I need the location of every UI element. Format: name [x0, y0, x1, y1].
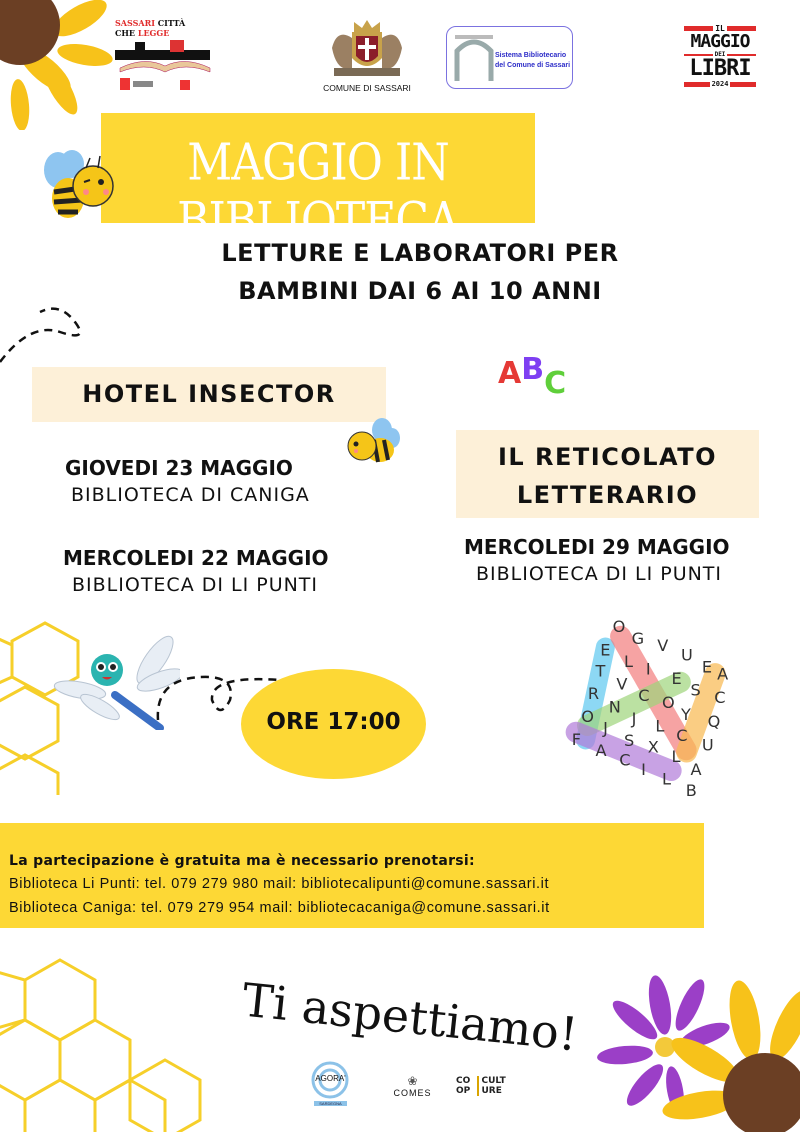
event-title-line2: LETTERARIO — [516, 481, 699, 509]
session-caniga: GIOVEDI 23 MAGGIO BIBLIOTECA DI CANIGA — [65, 456, 310, 506]
comes-logo: ❀ COMES — [393, 1074, 432, 1098]
svg-text:C: C — [619, 750, 631, 770]
svg-text:I: I — [645, 659, 651, 679]
svg-text:C: C — [676, 726, 688, 745]
session-li-punti-22: MERCOLEDI 22 MAGGIO BIBLIOTECA DI LI PUNTI — [63, 546, 329, 596]
svg-text:C: C — [638, 686, 650, 706]
coat-of-arms-icon — [322, 18, 412, 80]
sunflower-top-left-icon — [0, 0, 115, 130]
abc-letters: ABC — [498, 352, 567, 401]
svg-text:X: X — [647, 737, 659, 757]
svg-text:V: V — [616, 674, 628, 694]
svg-text:L: L — [655, 716, 665, 736]
honeycomb-bottom-icon — [0, 950, 220, 1132]
svg-text:L: L — [624, 651, 633, 671]
svg-text:A: A — [717, 664, 729, 684]
arch-doorway-icon — [453, 33, 495, 83]
comune-di-sassari-logo: COMUNE DI SASSARI — [312, 18, 422, 93]
agora-logo: AGORA' SARDEGNA — [308, 1060, 353, 1110]
svg-text:N: N — [608, 697, 621, 717]
bee-icon — [38, 150, 118, 222]
svg-text:E: E — [701, 657, 713, 677]
svg-text:J: J — [631, 708, 637, 728]
svg-text:C: C — [714, 688, 726, 707]
svg-text:B: B — [685, 781, 697, 798]
event-title-box-reticolato — [456, 430, 759, 518]
svg-text:U: U — [701, 735, 714, 755]
svg-text:L: L — [671, 746, 681, 766]
booking-heading: La partecipazione è gratuita ma è necessario prenotarsi: — [9, 853, 475, 869]
booking-info-box — [0, 823, 704, 928]
svg-text:V: V — [657, 635, 669, 655]
svg-text:G: G — [631, 629, 645, 649]
svg-text:S: S — [624, 730, 635, 750]
bee-small-icon — [342, 418, 400, 466]
sistema-bibliotecario-logo: Sistema Bibliotecario del Comune di Sassari — [446, 26, 573, 89]
svg-text:S: S — [690, 680, 701, 700]
svg-text:L: L — [662, 769, 671, 789]
svg-text:T: T — [595, 661, 606, 681]
svg-text:F: F — [571, 729, 582, 749]
svg-text:U: U — [681, 645, 693, 665]
sassari-citta-che-legge-logo: SASSARI CITTÀ CHE LEGGE — [115, 18, 215, 93]
subtitle: LETTURE E LABORATORI PER BAMBINI DAI 6 AI 10 ANNI — [221, 239, 619, 305]
contact-li-punti: Biblioteca Li Punti: tel. 079 279 980 mail: bibliotecalipunti@comune.sassari.it — [9, 876, 550, 892]
title-banner — [101, 113, 535, 251]
event-title: HOTEL INSECTOR — [82, 380, 336, 408]
svg-text:O: O — [612, 616, 626, 636]
event-title-line1: IL RETICOLATO — [497, 443, 718, 471]
maggio-dei-libri-logo: IL MAGGIO DEI LIBRI 2024 — [684, 24, 756, 92]
contact-caniga: Biblioteca Caniga: tel. 079 279 954 mail: bibliotecacaniga@comune.sassari.it — [9, 900, 550, 916]
svg-text:A: A — [595, 741, 607, 761]
time-badge: ORE 17:00 — [241, 669, 426, 779]
svg-text:Y: Y — [681, 705, 691, 725]
flowers-bottom-right-icon — [595, 975, 800, 1132]
svg-text:E: E — [671, 669, 682, 688]
svg-text:R: R — [587, 684, 600, 704]
closing-message: Ti aspettiamo! — [239, 972, 581, 1062]
session-li-punti-29: MERCOLEDI 29 MAGGIO BIBLIOTECA DI LI PUNTI — [464, 535, 730, 585]
svg-text:E: E — [600, 640, 611, 660]
page-title: MAGGIO IN BIBLIOTECA — [177, 133, 459, 251]
svg-text:J: J — [603, 718, 608, 738]
open-book-icon — [115, 38, 215, 93]
svg-text:O: O — [662, 692, 675, 712]
svg-text:O: O — [581, 707, 594, 726]
svg-text:A: A — [690, 760, 702, 780]
event-title-box-hotel-insector — [32, 367, 386, 422]
svg-text:Q: Q — [707, 711, 721, 731]
coop-culture-logo: CO OP CULT URE — [456, 1076, 506, 1096]
dashed-flight-path-icon — [0, 292, 130, 372]
svg-text:I: I — [641, 760, 646, 780]
word-search-puzzle-icon — [548, 608, 738, 798]
